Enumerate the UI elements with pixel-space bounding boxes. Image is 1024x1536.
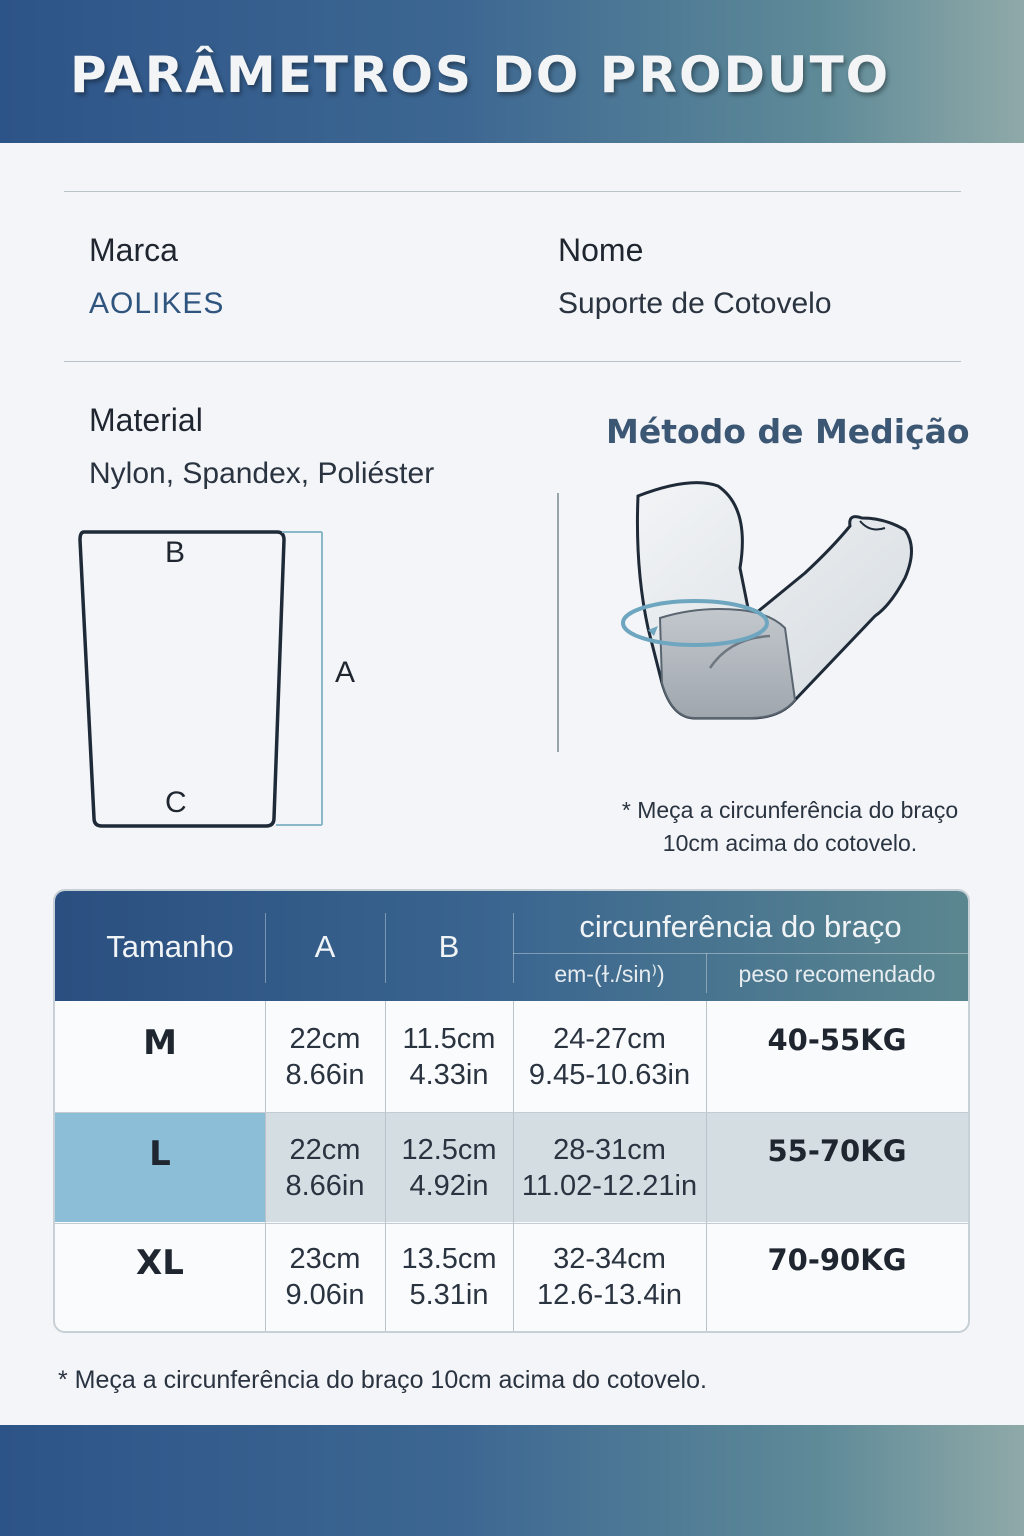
- weight-value: 40-55KG: [767, 1023, 907, 1057]
- page-title: PARÂMETROS DO PRODUTO: [70, 46, 891, 104]
- circumference-value: [513, 1021, 706, 1093]
- table-header: [55, 891, 970, 1001]
- header-a: A: [314, 929, 336, 964]
- header-circumference: circunferência do braço: [579, 909, 902, 944]
- dimension-b-label: B: [165, 536, 186, 569]
- circ-cm: 24-27cm: [553, 1023, 666, 1055]
- circumference-value: [513, 1241, 706, 1313]
- circumference-value: [513, 1132, 706, 1204]
- circ-cm: 32-34cm: [553, 1243, 666, 1275]
- header-weight: peso recomendado: [738, 961, 936, 987]
- b-cm: 12.5cm: [401, 1134, 497, 1166]
- header-b: B: [438, 929, 460, 964]
- divider-top: [64, 191, 961, 192]
- a-cm: 23cm: [289, 1243, 361, 1275]
- circ-cm: 28-31cm: [553, 1134, 666, 1166]
- arm-illustration: [600, 478, 930, 763]
- header-banner: [0, 0, 1024, 143]
- a-in: 8.66in: [285, 1170, 365, 1202]
- name-label: Nome: [558, 232, 644, 268]
- a-value: [265, 1132, 385, 1204]
- material-label: Material: [89, 402, 203, 438]
- b-in: 4.92in: [409, 1170, 489, 1202]
- b-cm: 11.5cm: [402, 1023, 496, 1055]
- b-in: 4.33in: [409, 1059, 489, 1091]
- vertical-divider: [557, 493, 559, 752]
- material-value: Nylon, Spandex, Poliéster: [89, 457, 435, 490]
- circ-in: 9.45-10.63in: [528, 1059, 691, 1091]
- a-cm: 22cm: [289, 1023, 361, 1055]
- size-value: XL: [136, 1243, 184, 1283]
- sleeve-outline-icon: [72, 522, 332, 832]
- circ-in: 11.02-12.21in: [521, 1170, 698, 1202]
- a-value: [265, 1241, 385, 1313]
- weight-value: 70-90KG: [767, 1243, 907, 1277]
- name-value: Suporte de Cotovelo: [558, 287, 832, 320]
- b-cm: 13.5cm: [401, 1243, 497, 1275]
- a-value: [265, 1021, 385, 1093]
- dimension-c-label: C: [165, 786, 187, 819]
- size-table: [53, 889, 970, 1333]
- a-cm: 22cm: [289, 1134, 361, 1166]
- measurement-note-line1: * Meça a circunferência do braço: [621, 797, 959, 823]
- brand-label: Marca: [89, 232, 178, 268]
- footer-note: * Meça a circunferência do braço 10cm acima do cotovelo.: [58, 1366, 707, 1394]
- sleeve-diagram: [72, 522, 356, 837]
- circ-in: 12.6-13.4in: [536, 1279, 683, 1311]
- b-value: [385, 1241, 513, 1313]
- header-size: Tamanho: [106, 929, 234, 964]
- measurement-note-line2: 10cm acima do cotovelo.: [662, 830, 918, 856]
- brand-value: AOLIKES: [89, 287, 225, 320]
- header-circumference-sub: em-(ɫ./sin⁾): [554, 961, 665, 987]
- arm-measure-icon: [600, 478, 930, 758]
- b-value: [385, 1132, 513, 1204]
- weight-value: 55-70KG: [767, 1134, 907, 1168]
- measurement-method-title: Método de Medição: [606, 412, 970, 451]
- b-in: 5.31in: [409, 1279, 489, 1311]
- size-value: M: [143, 1023, 177, 1063]
- b-value: [385, 1021, 513, 1093]
- dimension-a-label: A: [335, 656, 356, 689]
- divider-middle: [64, 361, 961, 362]
- measurement-note: [590, 794, 990, 860]
- a-in: 8.66in: [285, 1059, 365, 1091]
- a-in: 9.06in: [285, 1279, 365, 1311]
- size-value: L: [149, 1134, 171, 1174]
- footer-banner: [0, 1425, 1024, 1536]
